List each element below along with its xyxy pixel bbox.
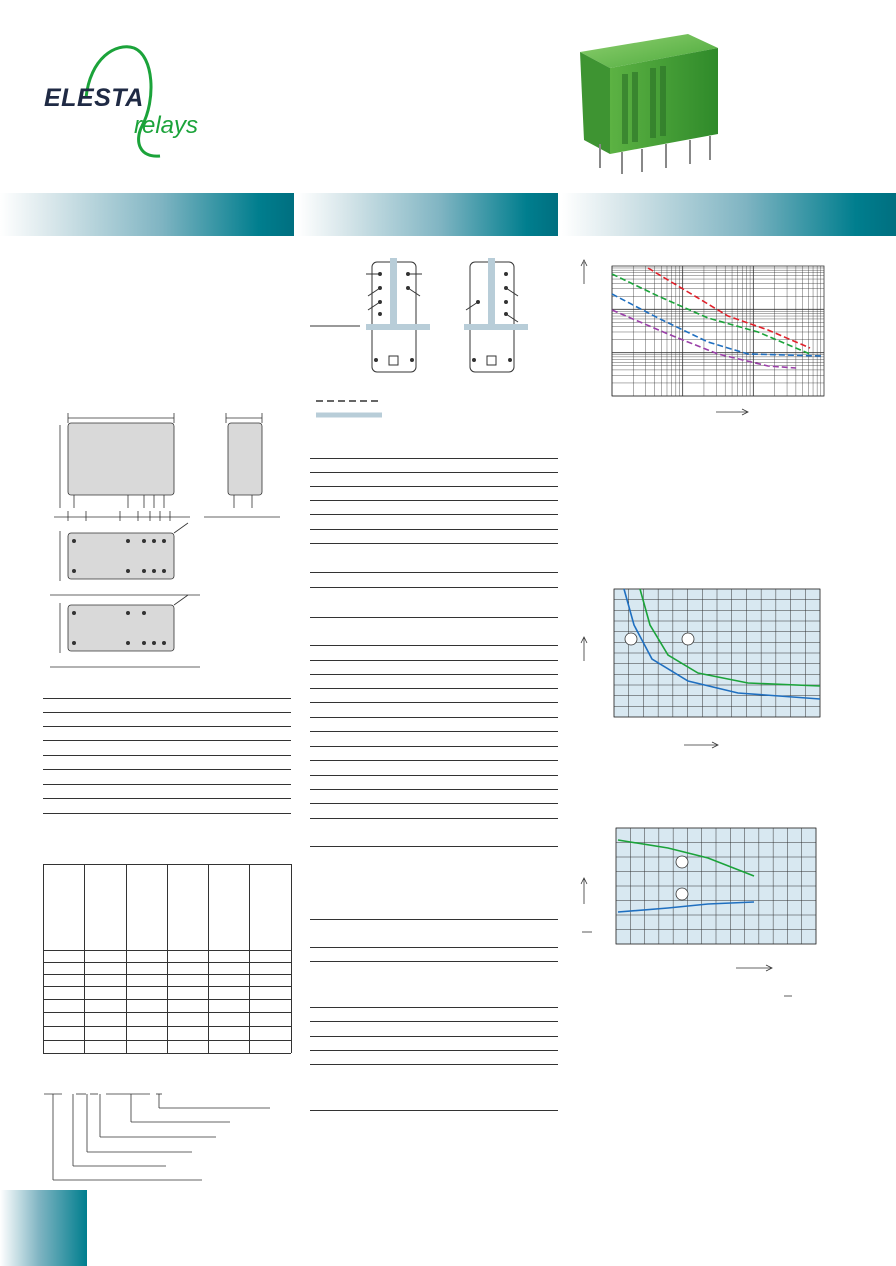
brand-name: ELESTA	[44, 84, 144, 112]
brand-sub: relays	[134, 112, 199, 139]
section-band-middle	[298, 193, 558, 236]
contact-diagram	[310, 258, 560, 388]
relay-photo-icon	[570, 22, 730, 182]
section-band-right	[562, 193, 896, 236]
chart-coil-voltage	[578, 822, 878, 1012]
page-corner-tab	[0, 1190, 87, 1266]
chart3-marker-2	[676, 888, 688, 900]
chart3-marker-1	[676, 856, 688, 868]
chart2-marker-1	[625, 633, 637, 645]
brand-logo	[38, 40, 228, 160]
chart-load-limit	[578, 256, 878, 426]
chart2-marker-2	[682, 633, 694, 645]
dimension-drawing	[40, 405, 300, 685]
section-band-left	[0, 193, 294, 236]
chart-electrical-life	[578, 585, 878, 755]
type-code-diagram	[40, 1090, 280, 1190]
diagram-legend	[314, 398, 394, 422]
